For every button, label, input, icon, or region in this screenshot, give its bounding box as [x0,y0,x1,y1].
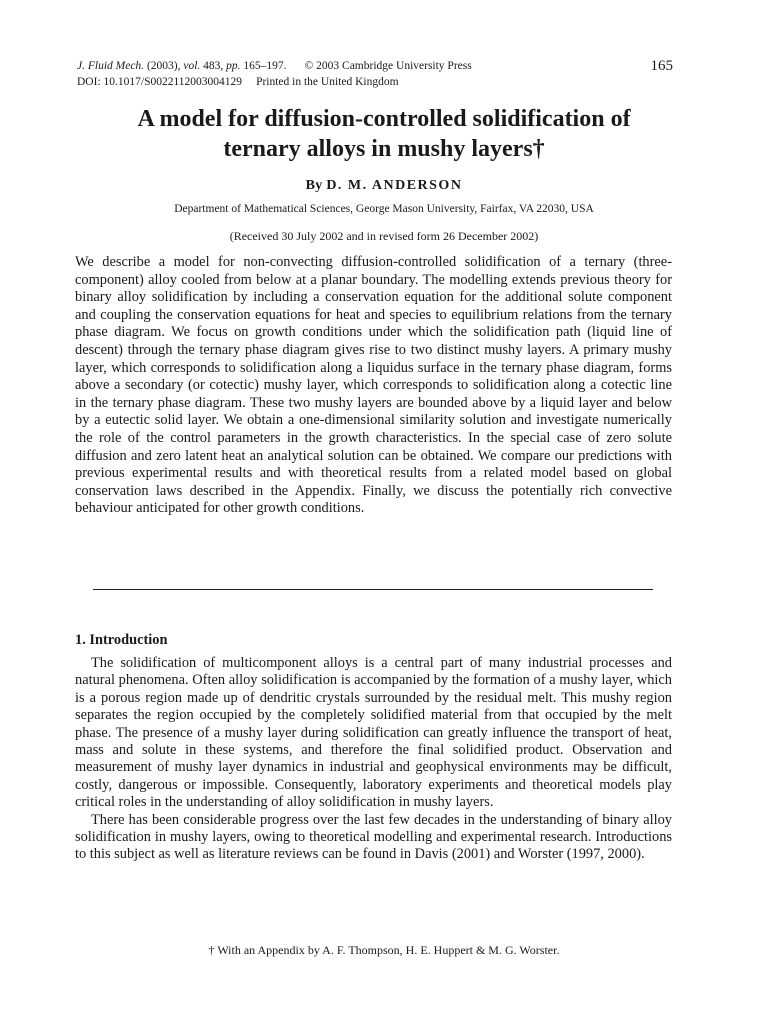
doi-line [77,74,673,90]
page-range: 165–197. [240,60,287,72]
citation-year: (2003), [144,60,184,72]
affiliation: Department of Mathematical Sciences, George Mason University, Fairfax, VA 22030, USA [174,203,594,215]
paper-title [60,104,708,164]
footnote: † With an Appendix by A. F. Thompson, H. E. Huppert & M. G. Worster. [208,943,560,957]
copyright-notice: © 2003 Cambridge University Press [304,60,472,72]
received-dates: (Received 30 July 2002 and in revised form 26 December 2002) [229,229,539,243]
title-line-1: A model for diffusion-controlled solidification of [137,106,631,132]
author-by: By [305,178,327,193]
running-header [77,58,673,90]
printed-notice: Printed in the United Kingdom [256,76,399,88]
volume-number: 483, [200,60,227,72]
author-name: D. M. ANDERSON [326,178,463,193]
author-line [0,178,768,194]
abstract: We describe a model for non-convecting diffusion-controlled solidification of a ternary (three-component) alloy cooled from below at a planar boundary. The modelling extends previous theory for binary alloy solidification by including a conservation equation for the additional solute component and coupling the conservation equations for heat and species to equilibrium relations from the ternary phase diagram. We focus on growth conditions under which the solidification path (liquid line of descent) through the ternary phase diagram gives rise to two distinct mushy layers. A primary mushy layer, which corresponds to solidification along a liquidus surface in the ternary phase diagram, forms above a secondary (or cotectic) mushy layer, which corresponds to solidification along a cotectic line in the ternary phase diagram. These two mushy layers are bounded above by a liquid layer and below by a eutectic solid layer. We obtain a one-dimensional similarity solution and investigate numerically the role of the control parameters in the growth characteristics. In the special case of zero solute diffusion and zero latent heat an analytical solution can be obtained. We compare our predictions with previous experimental results and with theoretical results from a related model based on global conservation laws described in the Appendix. Finally, we discuss the potentially rich convective behaviour anticipated for other growth conditions. [75,254,672,517]
section-heading: 1. Introduction [75,632,168,648]
introduction-body [75,655,672,864]
doi: DOI: 10.1017/S0022112003004129 [77,76,243,88]
pages-label: pp. [226,60,241,72]
journal-name: J. Fluid Mech. [77,60,145,72]
paragraph: There has been considerable progress over the last few decades in the understanding of binary alloy solidification in mushy layers, owing to theoretical modelling and experimental research. Introductions to this subject as well as literature reviews can be found in Davis (2001) and Worster (1997, 2000). [75,811,672,863]
volume-label: vol. [183,60,201,72]
paragraph: The solidification of multicomponent alloys is a central part of many industrial processes and natural phenomena. Often alloy solidification is accompanied by the formation of a mushy layer, which is a porous region made up of dendritic crystals surrounded by the residual melt. This mushy region separates the region occupied by the completely solidified material from that occupied by the melt phase. The presence of a mushy layer during solidification can greatly influence the transport of heat, mass and solute in these systems, and therefore the final solidified product. Observation and measurement of mushy layer dynamics in industrial and geophysical environments may be difficult, costly, dangerous or impossible. Consequently, laboratory experiments and theoretical models play critical roles in the understanding of alloy solidification in mushy layers. [75,655,672,811]
citation-line [77,58,673,74]
abstract-divider [93,589,653,590]
page-number: 165 [650,58,673,74]
title-line-2: ternary alloys in mushy layers† [223,136,545,162]
